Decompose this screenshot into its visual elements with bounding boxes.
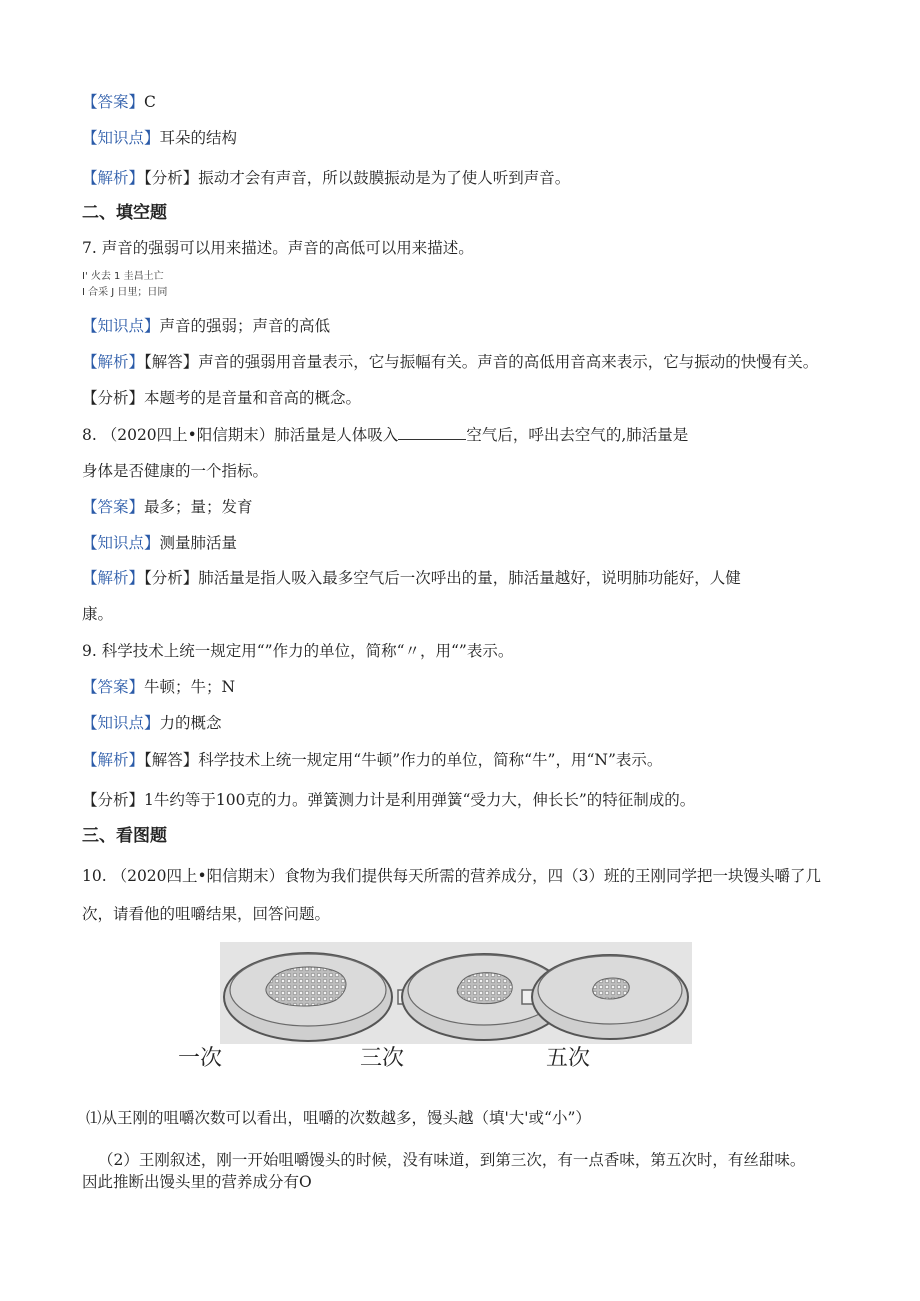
q8-question-c: 身体是否健康的一个指标。 [82, 462, 269, 480]
q10-sub2-b: 因此推断出馒头里的营养成分有O [82, 1173, 312, 1191]
q7-fenxi: 本题考的是音量和音高的概念。 [144, 389, 362, 407]
q10-question-b: 次，请看他的咀嚼结果，回答问题。 [82, 905, 331, 923]
fenxi-tag: 【分析】 [144, 569, 199, 587]
caption-once: 一次 [178, 1046, 223, 1071]
q10-sub2-a: （2）王刚叙述，刚一开始咀嚼馒头的时候，没有味道，到第三次，有一点香味，第五次时，有丝甜味。 [98, 1151, 806, 1169]
section-picture-heading: 三、看图题 [82, 826, 167, 846]
q8-question-b: 空气后，呼出去空气的,肺活量是 [466, 426, 689, 444]
q7-analysis-line [82, 352, 818, 372]
knowledge-tag: 【知识点】 [82, 317, 160, 335]
q7-garbled-line-2: I 合采 J 日里；日同 [82, 287, 168, 298]
section-fill-blank-heading: 二、填空题 [82, 203, 167, 223]
jieda-tag: 【解答】 [144, 353, 199, 371]
q8-answer: 最多；量；发育 [144, 498, 253, 516]
q7-question: 7. 声音的强弱可以用来描述。声音的高低可以用来描述。 [82, 239, 474, 257]
q8-question-line [82, 425, 688, 445]
q8-knowledge: 测量肺活量 [159, 534, 238, 552]
answer-tag: 【答案】 [82, 678, 145, 696]
q6-answer: C [144, 93, 156, 111]
analysis-tag: 【解析】 [82, 169, 145, 187]
q8-knowledge-line [82, 533, 237, 553]
fenxi-tag: 【分析】 [82, 389, 145, 407]
analysis-tag: 【解析】 [82, 751, 145, 769]
q10-sub1: ⑴从王刚的咀嚼次数可以看出，咀嚼的次数越多，馒头越（填'大'或“小”） [86, 1109, 591, 1127]
q7-analysis: 声音的强弱用音量表示，它与振幅有关。声音的高低用音高来表示，它与振动的快慢有关。 [198, 353, 819, 371]
q6-knowledge: 耳朵的结构 [159, 129, 238, 147]
chewing-illustration [220, 942, 692, 1044]
knowledge-tag: 【知识点】 [82, 129, 160, 147]
q8-analysis-line [82, 568, 741, 588]
q8-blank[interactable] [398, 425, 466, 440]
caption-three-times: 三次 [360, 1046, 405, 1071]
q7-knowledge: 声音的强弱；声音的高低 [159, 317, 331, 335]
q8-analysis-b: 康。 [82, 605, 114, 623]
q9-knowledge: 力的概念 [159, 714, 222, 732]
dish-five [532, 955, 688, 1039]
q9-knowledge-line [82, 713, 222, 733]
answer-tag: 【答案】 [82, 93, 145, 111]
analysis-tag: 【解析】 [82, 569, 145, 587]
fenxi-tag: 【分析】 [144, 169, 199, 187]
q8-question-a: 8. （2020四上•阳信期末）肺活量是人体吸入 [82, 426, 399, 444]
q9-answer: 牛顿；牛；N [144, 678, 236, 696]
q9-question: 9. 科学技术上统一规定用“”作力的单位，简称“〃，用“”表示。 [82, 642, 514, 660]
analysis-tag: 【解析】 [82, 353, 145, 371]
fenxi-tag: 【分析】 [82, 791, 145, 809]
q9-answer-line [82, 677, 235, 697]
q6-analysis-line [82, 168, 570, 188]
jieda-tag: 【解答】 [144, 751, 199, 769]
knowledge-tag: 【知识点】 [82, 714, 160, 732]
q7-fenxi-line [82, 388, 361, 408]
answer-tag: 【答案】 [82, 498, 145, 516]
chewing-figure [220, 942, 692, 1044]
q9-fenxi: 1牛约等于100克的力。弹簧测力计是利用弹簧“受力大，伸长长”的特征制成的。 [144, 791, 696, 809]
dish-one [224, 953, 392, 1041]
caption-five-times: 五次 [546, 1046, 591, 1071]
q6-analysis: 振动才会有声音，所以鼓膜振动是为了使人听到声音。 [198, 169, 571, 187]
knowledge-tag: 【知识点】 [82, 534, 160, 552]
q8-answer-line [82, 497, 253, 517]
q7-knowledge-line [82, 316, 330, 336]
q6-knowledge-line [82, 128, 237, 148]
q8-analysis-a: 肺活量是指人吸入最多空气后一次呼出的量，肺活量越好，说明肺功能好，人健 [198, 569, 741, 587]
q7-garbled-line-1: I' 火去 1 圭昌土亡 [82, 271, 164, 282]
q10-question-a: 10. （2020四上•阳信期末）食物为我们提供每天所需的营养成分，四（3）班的王刚同学把一块馒头嚼了几 [82, 867, 822, 885]
q9-analysis: 科学技术上统一规定用“牛顿”作力的单位，简称“牛”，用“N”表示。 [198, 751, 663, 769]
q9-fenxi-line [82, 790, 695, 810]
q6-answer-line [82, 92, 156, 112]
q9-analysis-line [82, 750, 662, 770]
